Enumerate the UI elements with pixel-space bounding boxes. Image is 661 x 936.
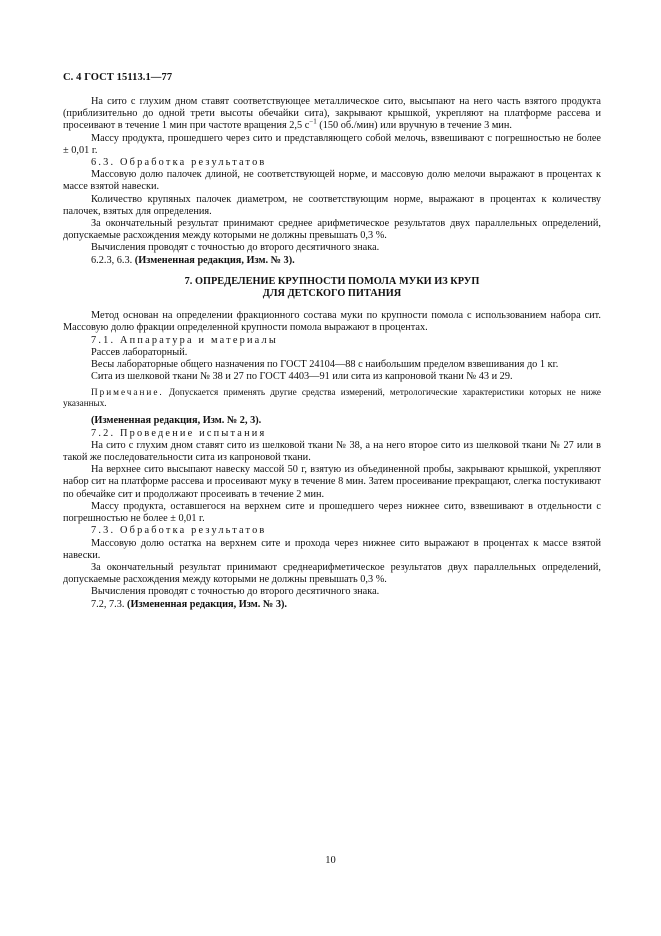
subsection-heading: 7.1. Аппаратура и материалы [91,334,278,346]
page-header: С. 4 ГОСТ 15113.1—77 [63,72,173,83]
paragraph: На сито с глухим дном ставят соответствующее металлическое сито, высыпают на него часть взятого продукта (приблизительно до одной трети высоты обечайки сита), закрывают крышкой, укрепляют на платформе рассева и просеивают в течение 1 мин при частоте вращения 2,5 $с^{-1}$ (150 об./мин) или вручную в течение 3 мин. [63,96,601,132]
paragraph: Массу продукта, оставшегося на верхнем сите и прошедшего через нижнее сито, взвешивают в отдельности с погрешностью не более ± 0,01 г. [63,500,601,525]
paragraph: Вычисления проводят с точностью до второго десятичного знака. [91,586,380,598]
paragraph: На сито с глухим дном ставят сито из шелковой ткани № 38, а на него второе сито из шелковой ткани № 27 или в такой же последовательности сита из капроновой ткани. [63,439,601,464]
paragraph: Сита из шелковой ткани № 38 и 27 по ГОСТ 4403—91 или сита из капроновой ткани № 43 и 29. [91,371,513,383]
subsection-heading: 6.3. Обработка результатов [91,157,267,169]
revision-note: (Измененная редакция, Изм. № 2, 3). [91,415,262,427]
paragraph: Метод основан на определении фракционного состава муки по крупности помола с использованием набора сит. Массовую долю фракции определенной крупности помола выражают в процентах. [63,310,601,334]
revision-note: 6.2.3, 6.3. (Измененная редакция, Изм. № 3). [91,254,295,266]
paragraph: За окончательный результат принимают среднее арифметическое результатов двух параллельных определений, допускаемые расхождения между которыми не должны превышать 0,3 %. [63,218,601,242]
paragraph: На верхнее сито высыпают навеску массой 50 г, взятую из объединенной пробы, закрывают крышкой, укрепляют набор сит на платформе рассева и просеивают муку в течение 8 мин. Затем просеивание прекращают, слегка постукивают по обечайке сит и продолжают просеивать в течение 2 мин. [63,464,601,500]
paragraph: Количество крупяных палочек диаметром, не соответствующим норме, выражают в процентах к количеству палочек, взятых для определения. [63,193,601,217]
note: Примечание. Допускается применять другие средства измерений, метрологические характеристики которых не ниже указанных. [63,387,601,409]
revision-note: 7.2, 7.3. (Измененная редакция, Изм. № 3). [91,598,287,610]
document-body [63,96,601,611]
page-number: 10 [325,855,336,866]
paragraph: Вычисления проводят с точностью до второго десятичного знака. [91,242,380,254]
paragraph: Массовую долю палочек длиной, не соответствующей норме, и массовую долю мелочи выражают в процентах к массе взятой навески. [63,169,601,193]
subsection-heading: 7.3. Обработка результатов [91,525,267,537]
paragraph: Рассев лабораторный. [91,346,188,358]
paragraph: Массу продукта, прошедшего через сито и представляющего собой мелочь, взвешивают с погрешностью не более ± 0,01 г. [63,132,601,156]
paragraph: Массовую долю остатка на верхнем сите и прохода через нижнее сито выражают в процентах к массе взятой навески. [63,537,601,561]
paragraph: За окончательный результат принимают среднеарифметическое результатов двух параллельных определений, допускаемые расхождения между которыми не должны превышать 0,3 %. [63,561,601,586]
superscript: −1 [309,117,317,126]
paragraph: Весы лабораторные общего назначения по ГОСТ 24104—88 с наибольшим пределом взвешивания до 1 кг. [91,359,559,371]
section-title: 7. ОПРЕДЕЛЕНИЕ КРУПНОСТИ ПОМОЛА МУКИ ИЗ КРУП ДЛЯ ДЕТСКОГО ПИТАНИЯ [184,275,480,300]
subsection-heading: 7.2. Проведение испытания [91,427,267,439]
